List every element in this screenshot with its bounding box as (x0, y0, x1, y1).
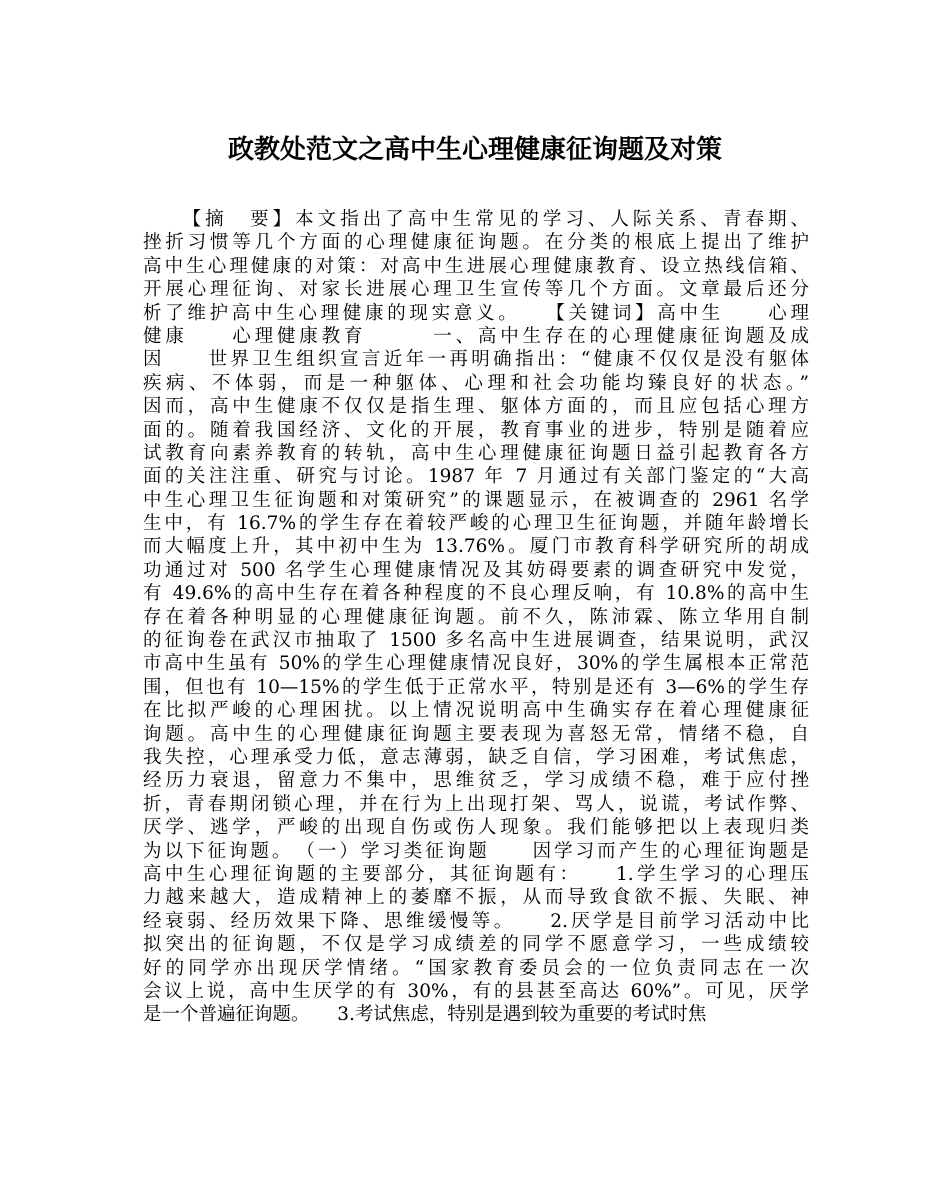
body-line: 因 世界卫生组织宣言近年一再明确指出：“健康不仅仅是没有躯体 (143, 349, 809, 371)
body-line: 有 49.6%的高中生存在着各种程度的不良心理反响，有 10.8%的高中生 (143, 583, 809, 605)
body-line: 拟突出的征询题，不仅是学习成绩差的同学不愿意学习，一些成绩较 (143, 934, 809, 956)
body-line: 生中，有 16.7%的学生存在着较严峻的心理卫生征询题，并随年龄增长 (143, 513, 809, 535)
body-line: 存在着各种明显的心理健康征询题。前不久，陈沛霖、陈立华用自制 (143, 606, 809, 628)
body-line: 【摘 要】本文指出了高中生常见的学习、人际关系、青春期、 (143, 209, 809, 230)
body-line: 功通过对 500 名学生心理健康情况及其妨碍要素的调查研究中发觉， (143, 559, 809, 581)
body-line: 中生心理卫生征询题和对策研究”的课题显示，在被调查的 2961 名学 (143, 489, 809, 511)
body-line: 析了维护高中生心理健康的现实意义。 【关键词】高中生 心理 (143, 302, 809, 324)
body-line: 市高中生虽有 50%的学生心理健康情况良好，30%的学生属根本正常范 (143, 653, 809, 675)
body-line: 开展心理征询、对家长进展心理卫生宣传等几个方面。文章最后还分 (143, 279, 809, 301)
body-line: 好的同学亦出现厌学情绪。“国家教育委员会的一位负责同志在一次 (143, 957, 809, 979)
document-title: 政教处范文之高中生心理健康征询题及对策 (227, 135, 722, 165)
body-line: 为以下征询题。 （一）学习类征询题 因学习而产生的心理征询题是 (143, 840, 809, 862)
body-line: 健康 心理健康教育 一、高中生存在的心理健康征询题及成 (143, 325, 809, 347)
body-line: 面的。随着我国经济、文化的开展，教育事业的进步，特别是随着应 (143, 419, 809, 441)
body-line: 会议上说，高中生厌学的有 30%，有的县甚至高达 60%”。可见，厌学 (143, 980, 809, 1002)
body-line: 疾病、不体弱，而是一种躯体、心理和社会功能均臻良好的状态。” (143, 372, 809, 394)
body-line: 高中生心理健康的对策：对高中生进展心理健康教育、设立热线信箱、 (143, 255, 809, 277)
body-line: 经衰弱、经历效果下降、思维缓慢等。 2.厌学是目前学习活动中比 (143, 910, 809, 932)
body-line: 试教育向素养教育的转轨，高中生心理健康征询题日益引起教育各方 (143, 442, 809, 464)
body-line: 挫折习惯等几个方面的心理健康征询题。在分类的根底上提出了维护 (143, 232, 809, 254)
body-line: 而大幅度上升，其中初中生为 13.76%。厦门市教育科学研究所的胡成 (143, 536, 809, 558)
body-line: 折，青春期闭锁心理，并在行为上出现打架、骂人，说谎，考试作弊、 (143, 793, 809, 815)
body-line: 的征询卷在武汉市抽取了 1500 多名高中生进展调查，结果说明，武汉 (143, 630, 809, 652)
body-line: 我失控，心理承受力低，意志薄弱，缺乏自信，学习困难，考试焦虑， (143, 746, 809, 768)
body-line: 面的关注注重、研究与讨论。1987 年 7 月通过有关部门鉴定的“大高 (143, 466, 809, 488)
body-line: 是一个普遍征询题。 3.考试焦虑，特别是遇到较为重要的考试时焦 (143, 1004, 707, 1026)
body-line: 在比拟严峻的心理困扰。以上情况说明高中生确实存在着心理健康征 (143, 700, 809, 722)
body-line: 因而，高中生健康不仅仅是指生理、躯体方面的，而且应包括心理方 (143, 396, 809, 418)
body-line: 厌学、逃学，严峻的出现自伤或伤人现象。我们能够把以上表现归类 (143, 817, 809, 839)
body-line: 高中生心理征询题的主要部分，其征询题有： 1.学生学习的心理压 (143, 863, 809, 885)
body-line: 围，但也有 10—15%的学生低于正常水平，特别是还有 3—6%的学生存 (143, 676, 809, 698)
body-line: 力越来越大，造成精神上的萎靡不振，从而导致食欲不振、失眠、神 (143, 887, 809, 909)
body-line: 经历力衰退，留意力不集中，思维贫乏，学习成绩不稳，难于应付挫 (143, 770, 809, 792)
document-body (143, 208, 809, 1027)
body-line: 询题。高中生的心理健康征询题主要表现为喜怒无常，情绪不稳，自 (143, 723, 809, 745)
